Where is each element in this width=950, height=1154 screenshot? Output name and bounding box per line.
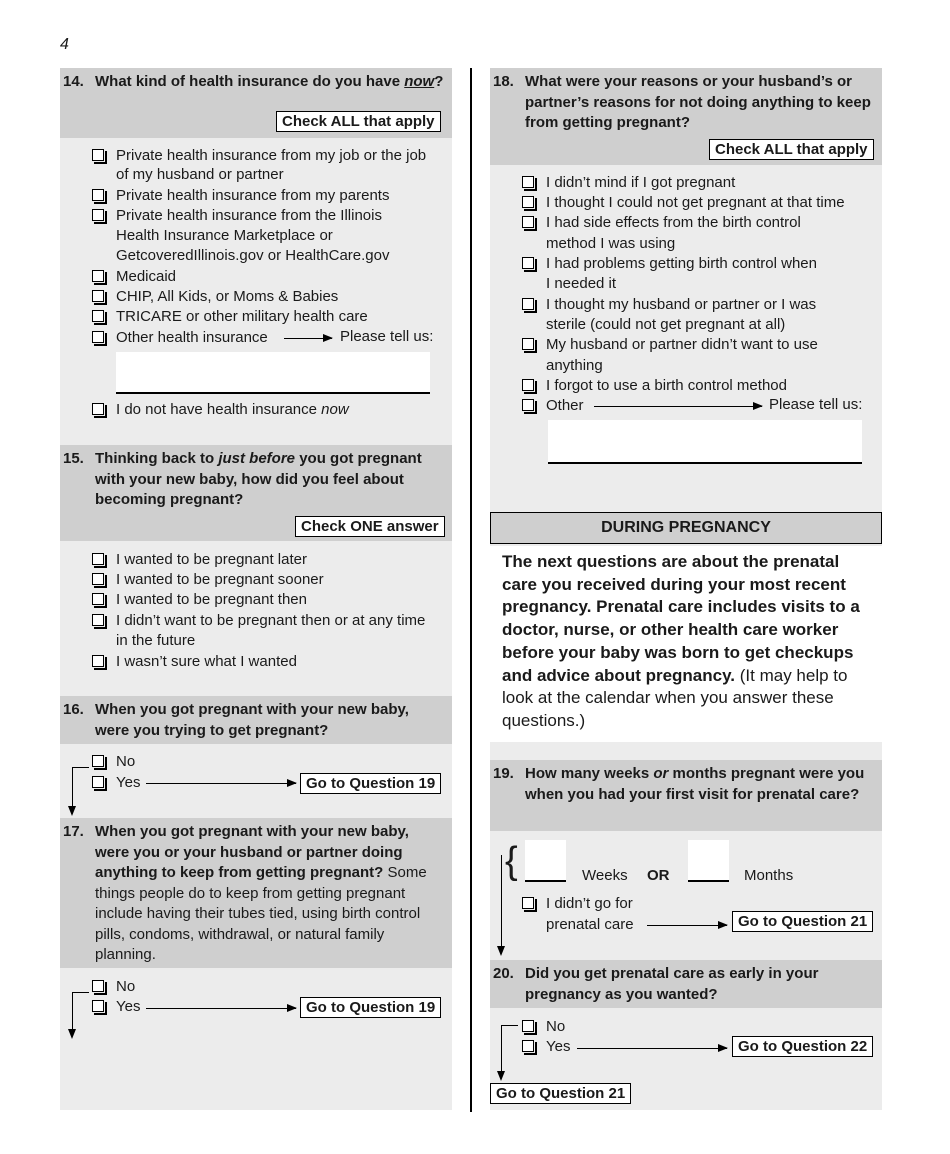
checkbox[interactable] bbox=[522, 298, 534, 310]
section-title: DURING PREGNANCY bbox=[490, 512, 882, 544]
checkbox[interactable] bbox=[522, 399, 534, 411]
question-20-header bbox=[490, 960, 882, 1008]
or-label: OR bbox=[647, 867, 670, 884]
arrow-right-icon bbox=[284, 338, 332, 339]
checkbox[interactable] bbox=[522, 338, 534, 350]
q16-branch-line bbox=[72, 767, 73, 807]
q17-goto-button[interactable]: Go to Question 19 bbox=[300, 997, 441, 1018]
q18-other-underline bbox=[548, 462, 862, 464]
question-18-text: What were your reasons or your husband’s or partner’s reasons for not doing anything to keep from getting pregnant? bbox=[525, 73, 871, 131]
question-14-number: 14. bbox=[63, 73, 84, 90]
checkbox[interactable] bbox=[92, 209, 104, 221]
question-19-number: 19. bbox=[493, 765, 514, 782]
question-18-instruction: Check ALL that apply bbox=[709, 139, 874, 160]
checkbox[interactable] bbox=[522, 216, 534, 228]
question-17-text: When you got pregnant with your new baby, were you or your husband or partner doing anything to keep from getting pregnant? Some things people do to keep from getting pregnant include having their tubes tied, using birth control pills, condoms, withdrawal, or natural family planning. bbox=[95, 823, 427, 963]
checkbox[interactable] bbox=[522, 1020, 534, 1032]
page-number: 4 bbox=[60, 36, 69, 53]
checkbox[interactable] bbox=[522, 1040, 534, 1052]
checkbox[interactable] bbox=[92, 270, 104, 282]
months-input[interactable] bbox=[688, 840, 729, 880]
checkbox[interactable] bbox=[92, 149, 104, 161]
section-intro: The next questions are about the prenatal care you received during your most recent pregnancy. Prenatal care includes visits to a doctor, nurse, or other health care worker before your baby was born to get checkups and advice about pregnancy. (It may help to look at the calendar when you answer these questions.) bbox=[490, 546, 882, 742]
q17-branch-line bbox=[72, 992, 89, 993]
q20-goto-yes-button[interactable]: Go to Question 22 bbox=[732, 1036, 873, 1057]
q19-goto-button[interactable]: Go to Question 21 bbox=[732, 911, 873, 932]
question-20-number: 20. bbox=[493, 965, 514, 982]
checkbox[interactable] bbox=[92, 980, 104, 992]
checkbox[interactable] bbox=[92, 573, 104, 585]
q19-branch-line bbox=[501, 855, 502, 947]
arrow-down-icon bbox=[68, 1029, 76, 1039]
question-15-instruction: Check ONE answer bbox=[295, 516, 445, 537]
checkbox[interactable] bbox=[92, 403, 104, 415]
question-15-number: 15. bbox=[63, 450, 84, 467]
arrow-down-icon bbox=[497, 946, 505, 956]
checkbox[interactable] bbox=[92, 331, 104, 343]
arrow-down-icon bbox=[497, 1071, 505, 1081]
q18-other-input[interactable] bbox=[548, 420, 862, 462]
checkbox[interactable] bbox=[92, 290, 104, 302]
q20-goto-no-button[interactable]: Go to Question 21 bbox=[490, 1083, 631, 1104]
column-divider bbox=[470, 68, 472, 1112]
checkbox[interactable] bbox=[522, 176, 534, 188]
weeks-label: Weeks bbox=[582, 867, 628, 884]
question-16-number: 16. bbox=[63, 701, 84, 718]
q18-please-tell-us: Please tell us: bbox=[769, 396, 863, 413]
checkbox[interactable] bbox=[522, 897, 534, 909]
question-20-text: Did you get prenatal care as early in your pregnancy as you wanted? bbox=[525, 965, 819, 1003]
checkbox[interactable] bbox=[92, 776, 104, 788]
q16-branch-line bbox=[72, 767, 89, 768]
q14-other-input[interactable] bbox=[116, 352, 430, 392]
arrow-right-icon bbox=[146, 1008, 296, 1009]
checkbox[interactable] bbox=[522, 257, 534, 269]
months-underline bbox=[688, 880, 729, 882]
checkbox[interactable] bbox=[92, 593, 104, 605]
question-17-number: 17. bbox=[63, 823, 84, 840]
checkbox[interactable] bbox=[522, 379, 534, 391]
weeks-underline bbox=[525, 880, 566, 882]
q14-please-tell-us: Please tell us: bbox=[340, 328, 434, 345]
arrow-right-icon bbox=[146, 783, 296, 784]
question-17-header bbox=[60, 818, 452, 968]
question-16-header bbox=[60, 696, 452, 744]
brace-icon: { bbox=[505, 840, 518, 882]
checkbox[interactable] bbox=[92, 310, 104, 322]
question-18-number: 18. bbox=[493, 73, 514, 90]
arrow-right-icon bbox=[647, 925, 727, 926]
q17-branch-line bbox=[72, 992, 73, 1030]
arrow-right-icon bbox=[594, 406, 762, 407]
checkbox[interactable] bbox=[92, 553, 104, 565]
q14-other-underline bbox=[116, 392, 430, 394]
arrow-down-icon bbox=[68, 806, 76, 816]
question-14-instruction: Check ALL that apply bbox=[276, 111, 441, 132]
checkbox[interactable] bbox=[522, 196, 534, 208]
q16-goto-button[interactable]: Go to Question 19 bbox=[300, 773, 441, 794]
question-19-header bbox=[490, 760, 882, 831]
question-15-text: Thinking back to just before you got pregnant with your new baby, how did you feel about becoming pregnant? bbox=[95, 450, 422, 508]
checkbox[interactable] bbox=[92, 1000, 104, 1012]
checkbox[interactable] bbox=[92, 655, 104, 667]
checkbox[interactable] bbox=[92, 189, 104, 201]
checkbox[interactable] bbox=[92, 614, 104, 626]
question-16-text: When you got pregnant with your new baby, were you trying to get pregnant? bbox=[95, 701, 409, 739]
q20-branch-line bbox=[501, 1025, 502, 1072]
q20-branch-line bbox=[501, 1025, 518, 1026]
checkbox[interactable] bbox=[92, 755, 104, 767]
months-label: Months bbox=[744, 867, 794, 884]
weeks-input[interactable] bbox=[525, 840, 566, 880]
question-14-text: What kind of health insurance do you have now? bbox=[95, 73, 444, 90]
question-19-text: How many weeks or months pregnant were you when you had your first visit for prenatal care? bbox=[525, 765, 865, 803]
arrow-right-icon bbox=[577, 1048, 727, 1049]
